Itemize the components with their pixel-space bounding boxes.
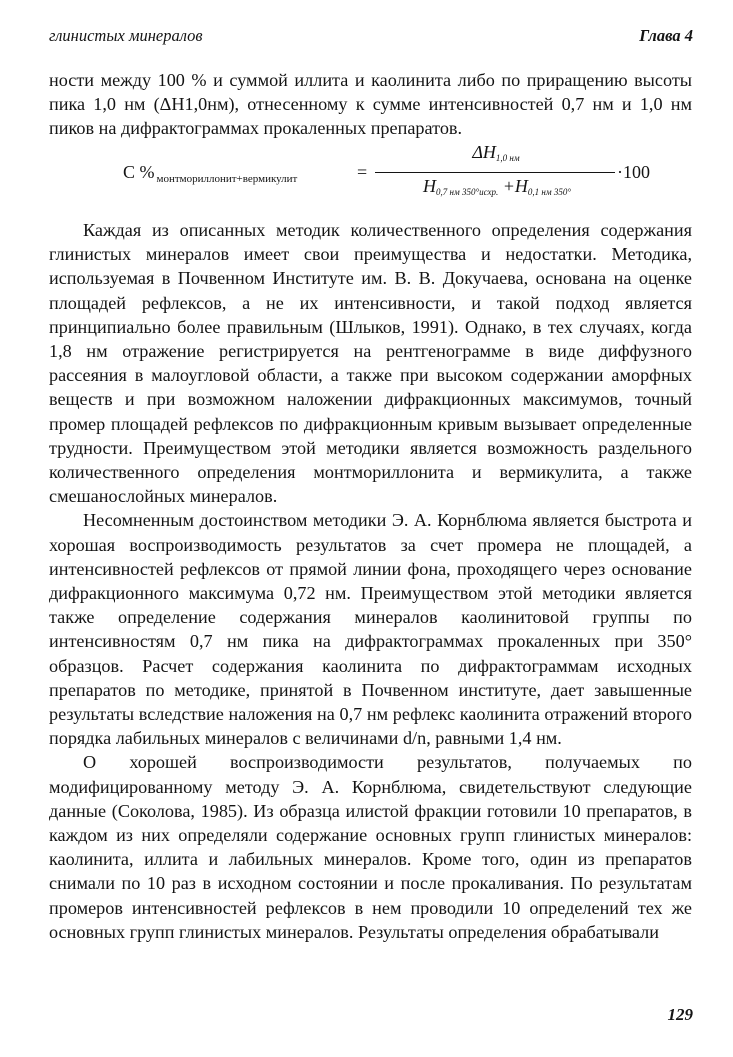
text-block-main <box>49 218 692 944</box>
denominator-term-b: H <box>514 176 528 196</box>
denominator-term-a-subscript: 0,7 нм 350°исхр. <box>436 187 499 197</box>
formula-lhs-subscript: монтмориллонит+вермикулит <box>156 173 298 185</box>
denominator-plus: + <box>502 176 515 196</box>
text-block-top <box>49 68 692 141</box>
numerator-symbol: ΔH <box>472 142 496 162</box>
paragraph-4: О хорошей воспроизводимости результатов, получаемых по модифицированному методу Э. А. Корнблюма, свидетельствуют следующие данные (Соколова, 1985). Из образца илистой фракции готовили 10 препаратов, в каждом из них определяли содержание основных групп глинистых минералов: каолинита, иллита и лабильных минералов. Кроме того, один из препаратов снимали по 10 раз в исходном состоянии и после прокаливания. По результатам промеров интенсивностей рефлексов в нем проводили 10 определений тех же основных групп глинистых минералов. Результаты определения обрабатывали <box>49 752 692 942</box>
formula-lhs-symbol: C % <box>123 162 155 182</box>
fraction-bar <box>375 172 615 173</box>
denominator-term-b-subscript: 0,1 нм 350° <box>527 187 571 197</box>
denominator-term-a: H <box>423 176 437 196</box>
formula-equals: = <box>357 162 368 182</box>
running-header <box>49 26 693 46</box>
formula-denominator <box>377 176 617 197</box>
header-chapter: Глава 4 <box>639 26 693 45</box>
paragraph-3: Несомненным достоинством методики Э. А. Корнблюма является быстрота и хорошая воспроизводимость результатов за счет промера не площадей, а интенсивностей рефлексов от прямой линии фона, проходящего через основание дифракционного максимума 0,72 нм. Преимуществом этой методики является также определение содержания минералов каолинитовой группы по интенсивностям 0,7 нм пика на дифрактограммах прокаленных при 350° образцов. Расчет содержания каолинита по дифрактограммам исходных препаратов по методике, принятой в Почвенном институте, дает завышенные результаты вследствие наложения на 0,7 нм рефлекс каолинита отражений второго порядка лабильных минералов с величинами d/n, равными 1,4 нм. <box>49 510 692 749</box>
formula-multiplier: ·100 <box>617 162 650 182</box>
formula-numerator <box>381 142 611 163</box>
page-number: 129 <box>667 1005 693 1024</box>
header-section-title: глинистых минералов <box>49 26 203 45</box>
paragraph-2: Каждая из описанных методик количественного определения содержания глинистых минералов имеет свои преимущества и недостатки. Методика, используемая в Почвенном Институте им. В. В. Докучаева, основана на оценке площадей рефлексов, а не их интенсивности, и такой подход является принципиально более правильным (Шлыков, 1991). Однако, в тех случаях, когда 1,8 нм отражение регистрируется на рентгенограмме в виде диффузного рассеяния в малоугловой области, а также при высоком содержании аморфных веществ и при возможном наложении дифракционных максимумов, точный промер площадей рефлексов по дифракционным кривым вызывает определенные трудности. Преимуществом этой методики является возможность раздельного количественного определения монтмориллонита и вермикулита, а также смешанослойных минералов. <box>49 220 692 507</box>
formula-lhs <box>123 162 297 185</box>
paragraph-1: ности между 100 % и суммой иллита и каолинита либо по приращению высоты пика 1,0 нм (ΔH1,0нм), отнесенному к сумме интенсивностей 0,7 нм и 1,0 нм пиков на дифрактограммах прокаленных препаратов. <box>49 70 692 139</box>
numerator-subscript: 1,0 нм <box>495 153 520 163</box>
